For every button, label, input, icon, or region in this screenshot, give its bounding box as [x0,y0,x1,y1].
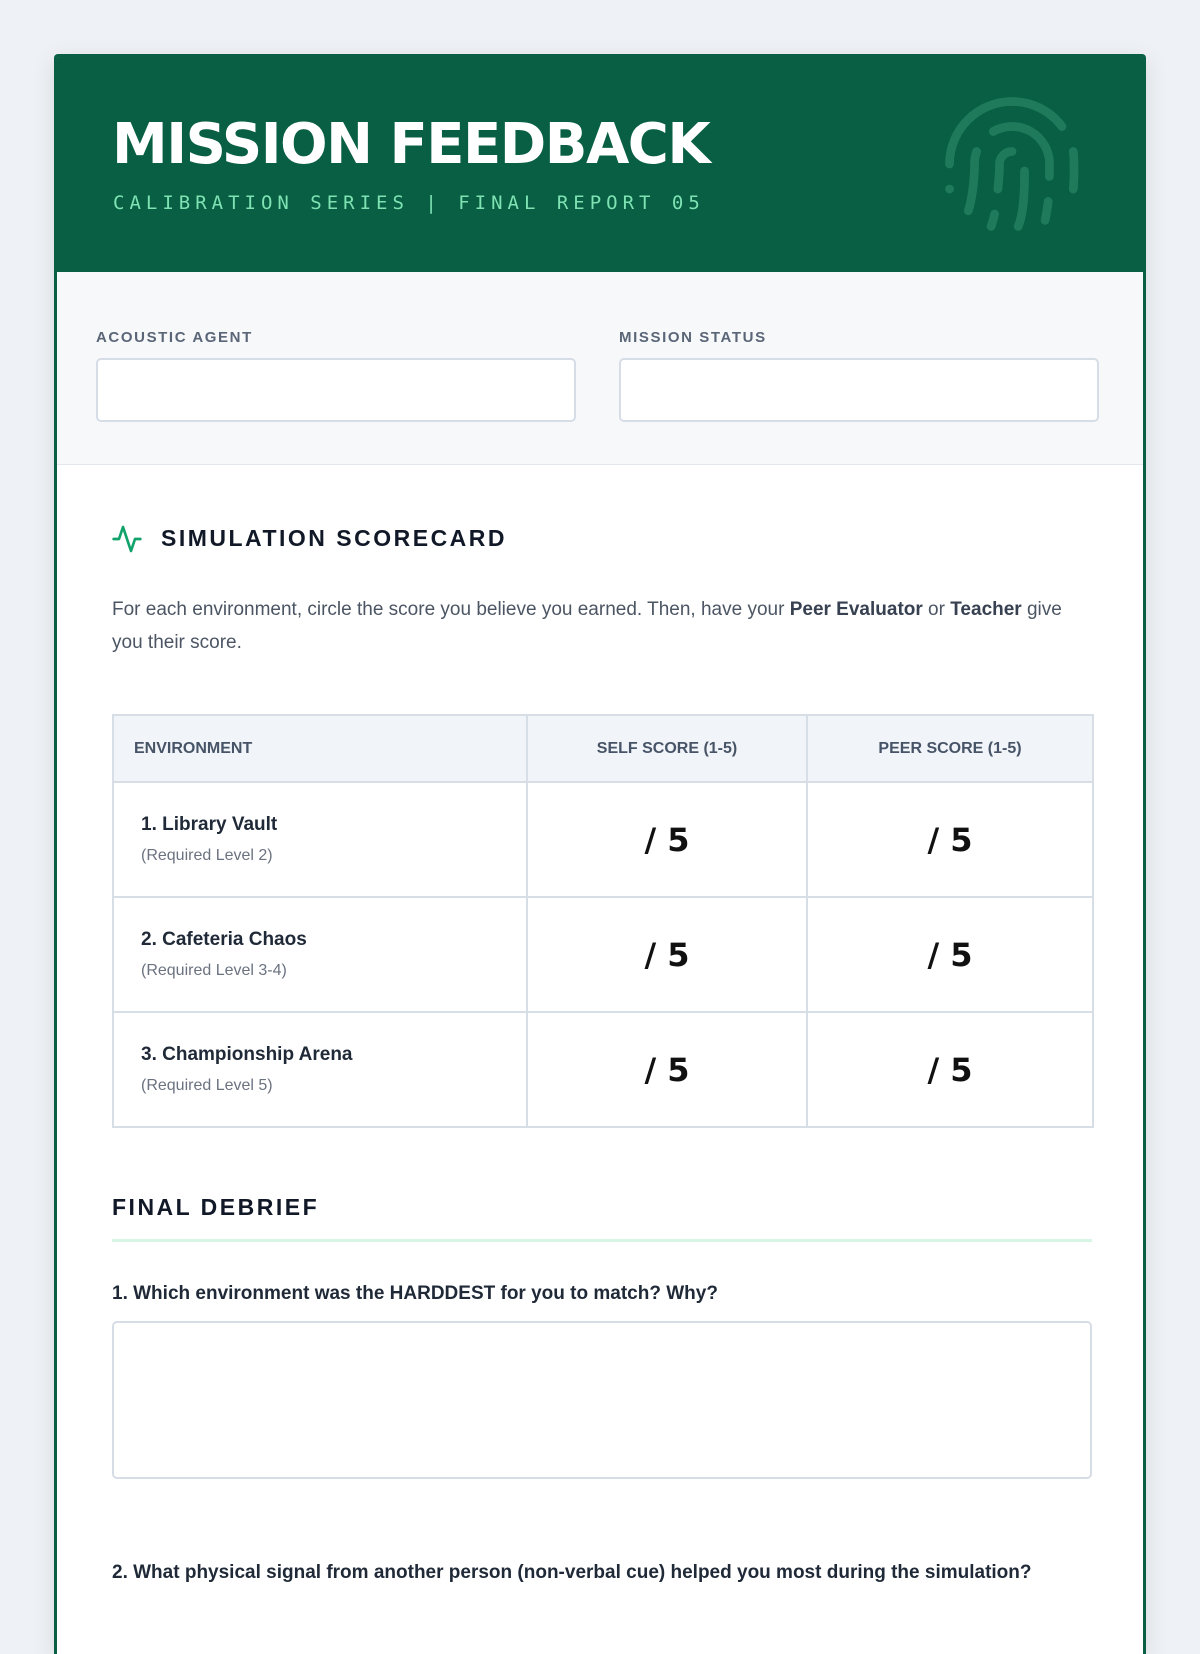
environment-requirement: (Required Level 2) [141,847,273,864]
fingerprint-icon [937,89,1087,239]
scorecard-instructions: For each environment, circle the score you believe you earned. Then, have your Peer Evaluator or Teacher give you their score. [112,599,1062,653]
scorecard-table [112,714,1094,1128]
environment-requirement: (Required Level 3-4) [141,962,287,979]
environment-cell [113,1012,527,1127]
table-row [113,1012,1093,1127]
environment-name: 3. Championship Arena [141,1044,353,1065]
answer-textarea-1[interactable] [112,1321,1092,1479]
environment-requirement: (Required Level 5) [141,1077,273,1094]
page-subtitle: CALIBRATION SERIES | FINAL REPORT 05 [113,192,705,214]
debrief-question-2: 2. What physical signal from another person (non-verbal cue) helped you most during the simulation? [112,1562,1032,1583]
debrief-question-1: 1. Which environment was the HARDDEST for you to match? Why? [112,1283,718,1304]
peer-score-cell[interactable]: / 5 [807,782,1093,897]
self-score-cell[interactable]: / 5 [527,782,807,897]
environment-cell [113,782,527,897]
agent-input[interactable] [96,358,576,422]
environment-name: 2. Cafeteria Chaos [141,929,307,950]
column-header-environment: ENVIRONMENT [113,715,527,782]
column-header-peer-score: PEER SCORE (1-5) [807,715,1093,782]
table-header-row [113,715,1093,782]
agent-label: ACOUSTIC AGENT [96,329,253,346]
peer-score-cell[interactable]: / 5 [807,897,1093,1012]
environment-cell [113,897,527,1012]
pulse-icon [111,523,143,555]
peer-score-cell[interactable]: / 5 [807,1012,1093,1127]
mission-meta-panel [57,272,1143,465]
status-label: MISSION STATUS [619,329,767,346]
header-banner [57,57,1143,272]
self-score-cell[interactable]: / 5 [527,1012,807,1127]
self-score-cell[interactable]: / 5 [527,897,807,1012]
environment-name: 1. Library Vault [141,814,278,835]
column-header-self-score: SELF SCORE (1-5) [527,715,807,782]
table-row [113,782,1093,897]
table-row [113,897,1093,1012]
debrief-divider [112,1239,1092,1242]
feedback-card [54,54,1146,1654]
debrief-title: FINAL DEBRIEF [112,1194,320,1220]
status-input[interactable] [619,358,1099,422]
scorecard-title: SIMULATION SCORECARD [161,525,508,551]
page-title: MISSION FEEDBACK [112,112,710,177]
